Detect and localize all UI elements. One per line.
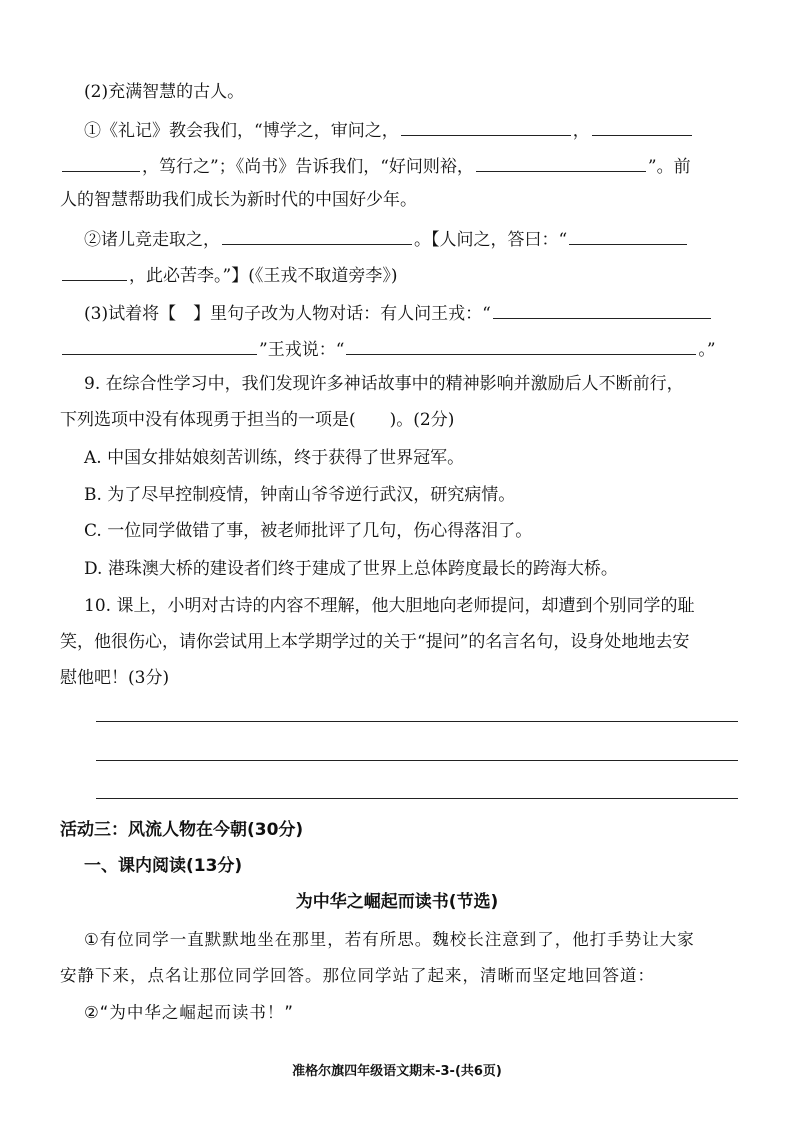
page-footer: 准格尔旗四年级语文期末-3-(共6页) [292, 1064, 502, 1079]
answer-line-3[interactable] [96, 798, 738, 799]
section1-title: 一、课内阅读(13分) [84, 856, 243, 876]
q8-part2-label: (2)充满智慧的古人。 [84, 82, 245, 102]
q8-part3-line2: ”王戎说：“ 。” [60, 336, 750, 362]
answer-blank[interactable] [222, 226, 412, 245]
q9-stem-line1: 9. 在综合性学习中，我们发现许多神话故事中的精神影响并激励后人不断前行， [84, 374, 684, 394]
passage-p1-line2: 安静下来，点名让那位同学回答。那位同学站了起来，清晰而坚定地回答道： [60, 966, 655, 985]
answer-blank[interactable] [62, 336, 257, 355]
q8-line5: ，此必苦李。”】(《王戎不取道旁李》) [60, 262, 750, 288]
q10-line3: 慰他吧！(3分) [60, 668, 170, 688]
q8-line2: ，笃行之”；《尚书》告诉我们，“好问则裕， ”。前 [60, 153, 750, 179]
answer-blank[interactable] [401, 117, 571, 136]
q8-part3-line: (3)试着将【 】里句子改为人物对话：有人问王戎：“ [84, 300, 744, 326]
passage-title: 为中华之崛起而读书(节选) [295, 892, 499, 912]
answer-blank[interactable] [346, 336, 696, 355]
q8-line1: ①《礼记》教会我们，“博学之，审问之， ， [84, 117, 744, 143]
answer-blank[interactable] [62, 262, 127, 281]
q9-stem-line2: 下列选项中没有体现勇于担当的一项是( )。(2分) [60, 410, 455, 430]
activity3-title: 活动三：风流人物在今朝(30分) [60, 820, 304, 840]
answer-blank[interactable] [493, 300, 711, 319]
answer-blank[interactable] [476, 153, 646, 172]
q9-option-c[interactable]: C. 一位同学做错了事，被老师批评了几句，伤心得落泪了。 [84, 521, 533, 541]
passage-p2: ②“为中华之崛起而读书！” [84, 1003, 294, 1022]
q8-line3: 人的智慧帮助我们成长为新时代的中国好少年。 [60, 190, 417, 210]
answer-blank[interactable] [592, 117, 692, 136]
answer-blank[interactable] [62, 153, 140, 172]
q10-line2: 笑，他很伤心，请你尝试用上本学期学过的关于“提问”的名言名句，设身处地地去安 [60, 632, 690, 652]
q9-option-d[interactable]: D. 港珠澳大桥的建设者们终于建成了世界上总体跨度最长的跨海大桥。 [84, 559, 618, 579]
q8-line4: ②诸儿竞走取之， 。【人问之，答曰：“ [84, 226, 744, 252]
q10-line1: 10. 课上，小明对古诗的内容不理解，他大胆地向老师提问，却遭到个别同学的耻 [84, 596, 695, 616]
q9-option-a[interactable]: A. 中国女排姑娘刻苦训练，终于获得了世界冠军。 [84, 448, 465, 468]
answer-line-2[interactable] [96, 760, 738, 761]
answer-line-1[interactable] [96, 721, 738, 722]
q9-option-b[interactable]: B. 为了尽早控制疫情，钟南山爷爷逆行武汉，研究病情。 [84, 485, 516, 505]
answer-blank[interactable] [569, 226, 687, 245]
passage-p1-line1: ①有位同学一直默默地坐在那里，若有所思。魏校长注意到了，他打手势让大家 [84, 930, 695, 949]
